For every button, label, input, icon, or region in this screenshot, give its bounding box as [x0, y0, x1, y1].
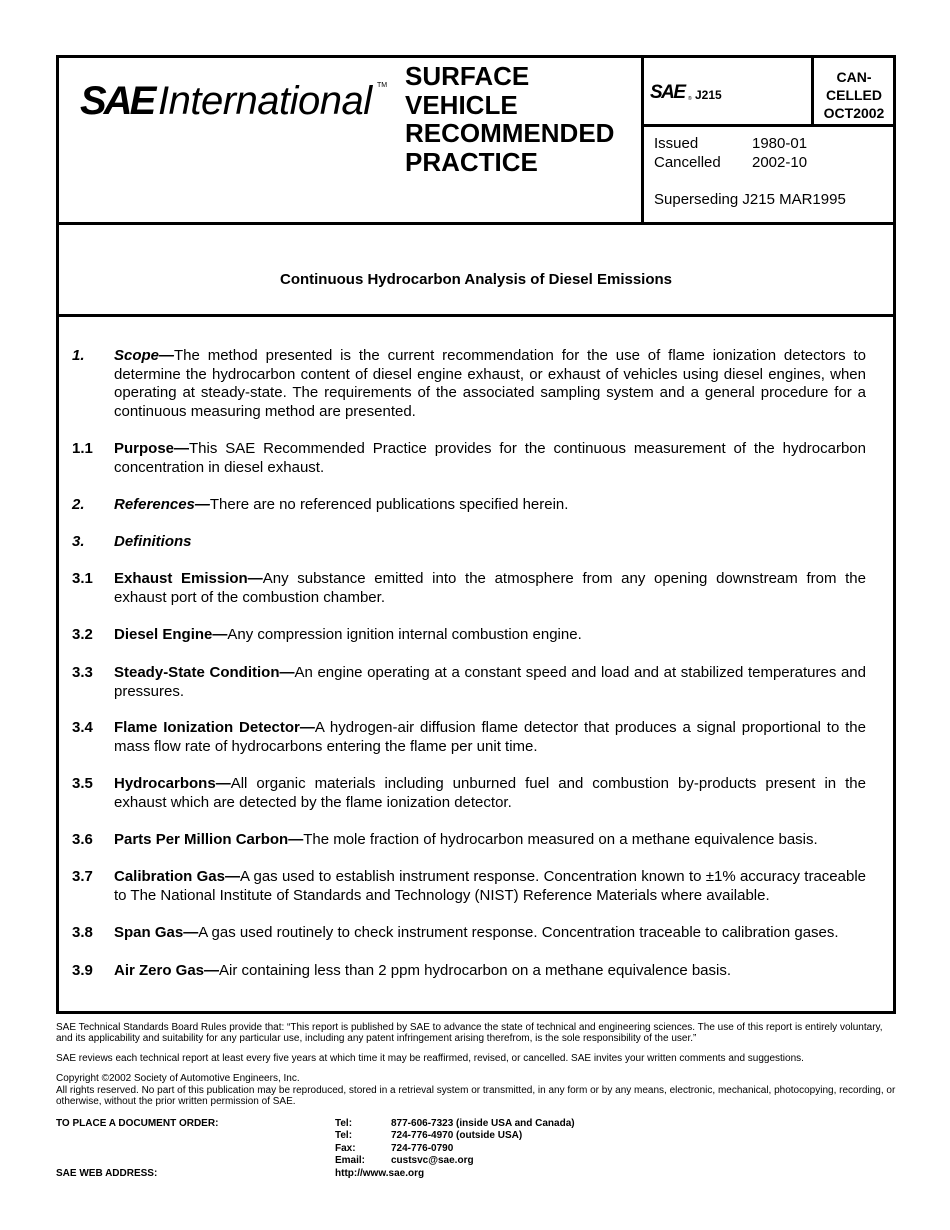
docnumber-divider	[641, 124, 896, 127]
section-term: Steady-State Condition—	[114, 664, 295, 681]
section-number: 1.	[72, 347, 85, 364]
contact-list	[335, 1118, 735, 1167]
cancelled-label: Cancelled	[654, 154, 721, 171]
contact-value: 724-776-4970 (outside USA)	[391, 1130, 523, 1142]
rights-notice: All rights reserved. No part of this publication may be reproduced, stored in a retrieval system or transmitted, in any form or by any means, electronic, mechanical, photocopying, recording, or otherwise, without the prior written permission of SAE.	[56, 1085, 896, 1108]
contact-row	[335, 1130, 735, 1142]
section-number: 3.6	[72, 831, 93, 848]
section-number: 3.7	[72, 868, 93, 885]
header-column-divider	[641, 55, 644, 224]
section-body: Air containing less than 2 ppm hydrocarbon on a methane equivalence basis.	[219, 962, 732, 979]
section-body: Any compression ignition internal combustion engine.	[227, 626, 582, 643]
web-address-link[interactable]: http://www.sae.org	[335, 1168, 425, 1179]
logo-international-text: International	[158, 79, 372, 123]
document-type-line: SURFACE	[405, 61, 530, 91]
definition-diesel-engine	[72, 626, 866, 645]
section-number: 3.	[72, 533, 85, 550]
section-body: This SAE Recommended Practice provides for the continuous measurement of the hydrocarbon concentration in diesel exhaust.	[114, 440, 866, 476]
section-term: Purpose—	[114, 440, 190, 457]
section-body: A hydrogen-air diffusion flame detector that produces a signal proportional to the mass flow rate of hydrocarbons entering the flame per unit time.	[114, 719, 866, 755]
definition-ppm-carbon	[72, 831, 866, 850]
small-sae-logo: SAE	[650, 82, 685, 103]
issued-label: Issued	[654, 135, 699, 152]
contact-label: Email:	[335, 1154, 366, 1166]
section-term: Hydrocarbons—	[114, 775, 231, 792]
section-body: An engine operating at a constant speed and load and at stabilized temperatures and pressures.	[114, 664, 866, 700]
web-address-label: SAE WEB ADDRESS:	[56, 1168, 158, 1179]
document-type-line: VEHICLE	[405, 89, 518, 120]
order-label: TO PLACE A DOCUMENT ORDER:	[56, 1118, 219, 1129]
definition-exhaust-emission	[72, 570, 866, 607]
document-type	[405, 62, 640, 176]
cancelled-value: 2002-10	[752, 154, 808, 171]
contact-row	[335, 1143, 735, 1155]
section-number: 2.	[72, 496, 85, 513]
status-line: CELLED	[826, 87, 882, 103]
section-number: 1.1	[72, 440, 93, 457]
section-purpose	[72, 440, 866, 477]
contact-row	[335, 1155, 735, 1167]
section-term: Span Gas—	[114, 924, 199, 941]
section-term: Flame Ionization Detector—	[114, 719, 315, 736]
logo-trademark: TM	[377, 82, 388, 89]
section-term: Parts Per Million Carbon—	[114, 831, 304, 848]
definition-flame-ionization-detector	[72, 719, 866, 756]
contact-value: 877-606-7323 (inside USA and Canada)	[391, 1118, 575, 1129]
section-scope	[72, 347, 866, 421]
header-divider	[56, 222, 896, 225]
section-body: A gas used routinely to check instrument response. Concentration traceable to calibration gases.	[198, 924, 839, 941]
cancelled-status	[815, 68, 893, 122]
section-body: Any substance emitted into the atmosphere from any opening downstream from the exhaust port of the combustion chamber.	[114, 570, 866, 606]
section-number: 3.2	[72, 626, 93, 643]
definition-steady-state	[72, 664, 866, 701]
issued-value: 1980-01	[752, 135, 808, 152]
logo-sae-text: SAE	[80, 79, 154, 123]
contact-label: Fax:	[335, 1142, 356, 1154]
section-number: 3.3	[72, 664, 93, 681]
status-line: CAN-	[836, 69, 872, 85]
board-rules-notice: SAE Technical Standards Board Rules provide that: “This report is published by SAE to advance the state of technical and engineering sciences. The use of this report is entirely voluntary, and its applicability and suitability for any particular use, including any patent infringement arising therefrom, is the sole responsibility of the user.”	[56, 1022, 883, 1045]
review-notice: SAE reviews each technical report at least every five years at which time it may be reaffirmed, revised, or cancelled. SAE invites your written comments and suggestions.	[56, 1053, 804, 1064]
section-number: 3.1	[72, 570, 93, 587]
section-number: 3.5	[72, 775, 93, 792]
status-line: OCT2002	[823, 105, 885, 121]
section-number: 3.9	[72, 962, 93, 979]
registered-mark: ®	[688, 96, 692, 102]
section-body: All organic materials including unburned fuel and combustion by-products present in the exhaust which are detected by the flame ionization detector.	[114, 775, 866, 811]
section-number: 3.4	[72, 719, 93, 736]
superseding-row	[654, 191, 846, 208]
section-term: Air Zero Gas—	[114, 962, 220, 979]
section-term: Exhaust Emission—	[114, 570, 263, 587]
contact-label: Tel:	[335, 1118, 353, 1129]
section-body: A gas used to establish instrument response. Concentration known to ±1% accuracy traceable to The National Institute of Standards and Technology (NIST) Reference Materials where available.	[114, 868, 866, 904]
contact-label: Tel:	[335, 1130, 353, 1142]
copyright-notice: Copyright ©2002 Society of Automotive Engineers, Inc.	[56, 1073, 300, 1084]
definition-span-gas	[72, 924, 866, 943]
definition-hydrocarbons	[72, 775, 866, 812]
section-term: Definitions	[114, 533, 192, 550]
document-type-line: RECOMMENDED	[405, 118, 615, 148]
document-number: J215	[695, 88, 722, 102]
section-term: References—	[114, 496, 210, 513]
document-type-line: PRACTICE	[405, 146, 538, 177]
section-number: 3.8	[72, 924, 93, 941]
definition-air-zero-gas	[72, 962, 866, 981]
section-term: Diesel Engine—	[114, 626, 228, 643]
definition-calibration-gas	[72, 868, 866, 905]
section-term: Scope—	[114, 347, 175, 364]
contact-email[interactable]: custsvc@sae.org	[391, 1154, 474, 1166]
section-references	[72, 496, 866, 515]
title-divider	[56, 314, 896, 317]
status-box-divider	[811, 55, 814, 126]
document-title: Continuous Hydrocarbon Analysis of Diesel Emissions	[279, 271, 673, 288]
contact-value: 724-776-0790	[391, 1142, 454, 1154]
contact-row	[335, 1118, 735, 1130]
section-term: Calibration Gas—	[114, 868, 240, 885]
superseding-text: Superseding J215 MAR1995	[654, 191, 846, 208]
section-body: The mole fraction of hydrocarbon measured on a methane equivalence basis.	[303, 831, 818, 848]
section-body: There are no referenced publications specified herein.	[209, 496, 569, 513]
section-body: The method presented is the current recommendation for the use of flame ionization detectors to determine the hydrocarbon content of diesel engine exhaust, or exhaust of vehicles using diesel engines, when operating at steady-state. The requirements of the associated sampling system and a general procedure for a continuous measuring method are presented.	[114, 347, 866, 420]
section-definitions	[72, 533, 866, 552]
